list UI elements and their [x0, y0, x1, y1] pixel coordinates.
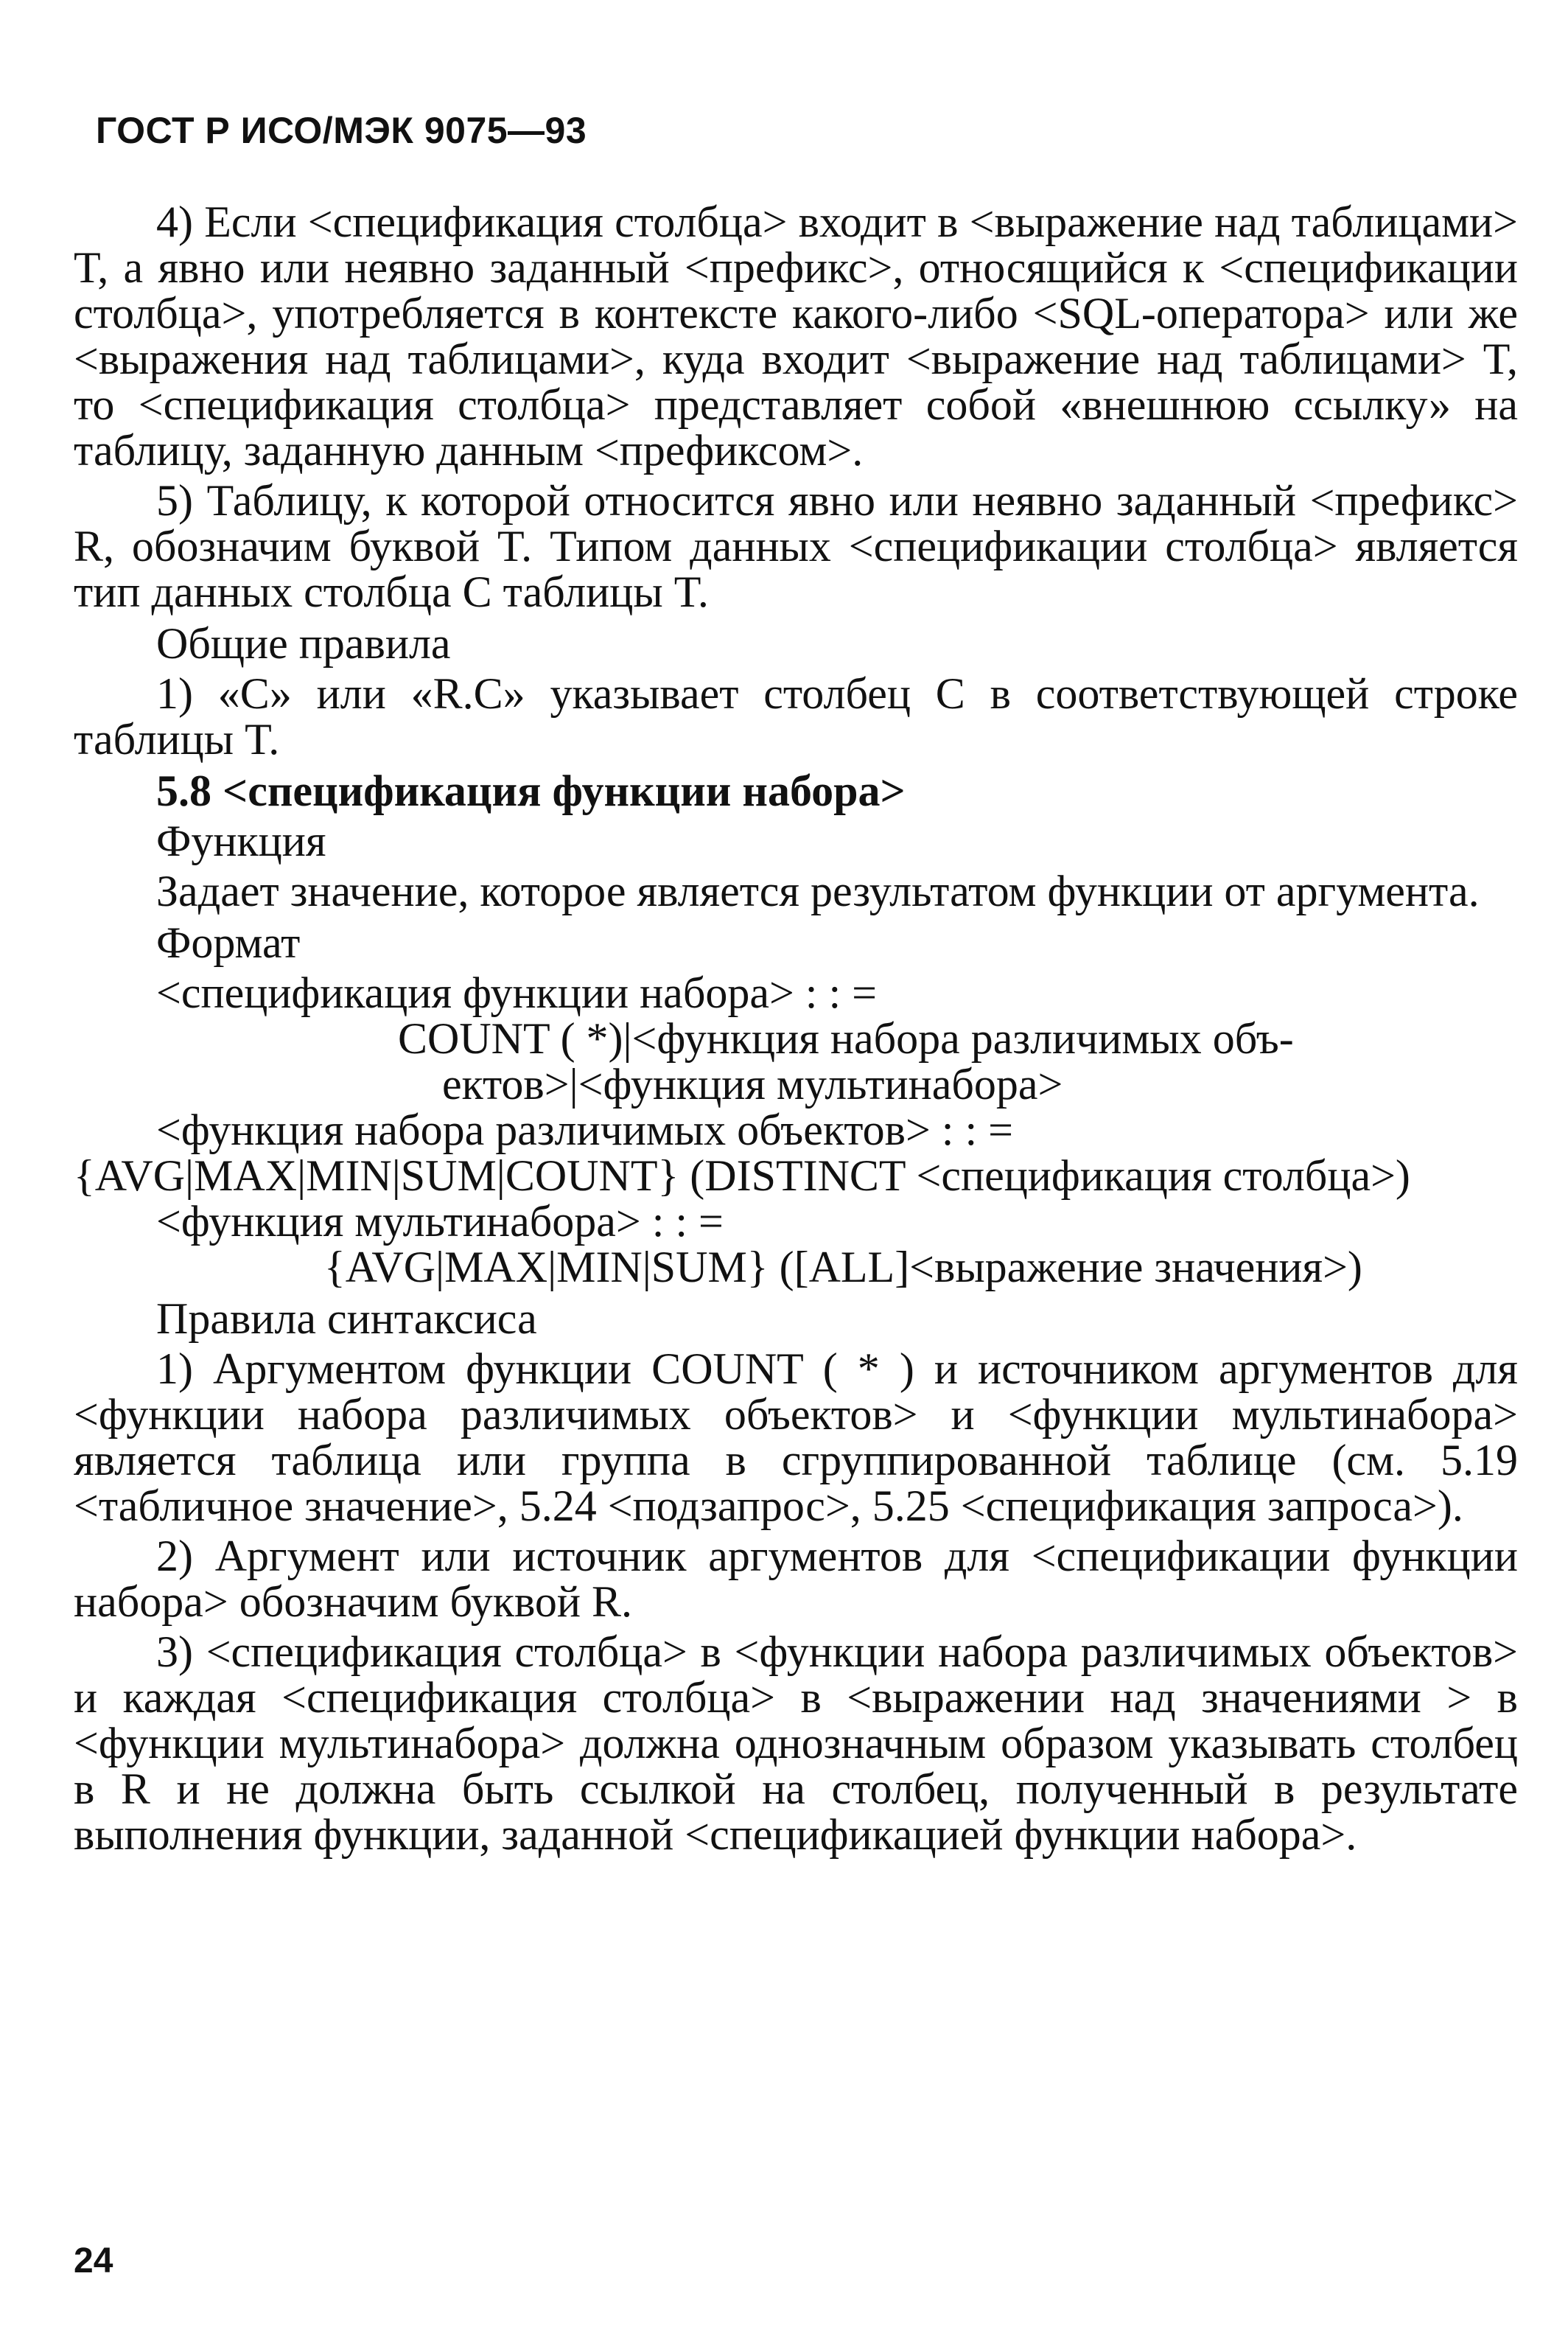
paragraph-function-description: Задает значение, которое является результатом функции от аргумента. [156, 867, 1480, 915]
section-subtitle-general-rules: Общие правила [156, 619, 451, 668]
paragraph-rule-4: 4) Если <спецификация столбца> входит в <выражение над таблицами> T, а явно или неявно заданный <префикс>, относящийся к <спецификации столбца>, употребляется в контексте какого-либо <SQL-оператора> или же <выражения над таблицами>, куда входит <выражение над таблицами> T, то <спецификация столбца> представляет собой «внешнюю ссылку» на таблицу, заданную данным <префиксом>. [74, 198, 1518, 475]
bnf-line: {AVG|MAX|MIN|SUM} ([ALL]<выражение значения>) [324, 1243, 1362, 1291]
bnf-line: {AVG|MAX|MIN|SUM|COUNT} (DISTINCT <спецификация столбца>) [74, 1151, 1410, 1200]
section-subtitle-format: Формат [156, 918, 301, 967]
paragraph-rule-5: 5) Таблицу, к которой относится явно или неявно заданный <префикс> R, обозначим буквой T. Типом данных <спецификации столбца> является тип данных столбца C таблицы T. [74, 476, 1518, 616]
paragraph-syntax-rule-1: 1) Аргументом функции COUNT ( * ) и источником аргументов для <функции набора различимых объектов> и <функции мультинабора> является таблица или группа в сгруппированной таблице (см. 5.19 <табличное значение>, 5.24 <подзапрос>, 5.25 <спецификация запроса>). [74, 1344, 1518, 1530]
section-subtitle-syntax-rules: Правила синтаксиса [156, 1294, 537, 1343]
bnf-line: ектов>|<функция мультинабора> [442, 1060, 1063, 1109]
document-body [74, 199, 1518, 1862]
document-header: ГОСТ Р ИСО/МЭК 9075—93 [96, 110, 587, 151]
bnf-line: <функция набора различимых объектов> : : = [156, 1106, 1013, 1154]
section-subtitle-function: Функция [156, 817, 326, 865]
paragraph-syntax-rule-3: 3) <спецификация столбца> в <функции набора различимых объектов> и каждая <спецификация столбца> в <выражении над значениями > в <функции мультинабора> должна однозначным образом указывать столбец в R и не должна быть ссылкой на столбец, полученный в результате выполнения функции, заданной <спецификацией функции набора>. [74, 1627, 1518, 1859]
bnf-line: COUNT ( *)|<функция набора различимых объ- [398, 1014, 1294, 1063]
bnf-line: <функция мультинабора> : : = [156, 1197, 724, 1246]
paragraph-general-rule-1: 1) «C» или «R.C» указывает столбец C в соответствующей строке таблицы T. [74, 669, 1518, 764]
bnf-line: <спецификация функции набора> : : = [156, 968, 877, 1017]
section-heading-5-8: 5.8 <спецификация функции набора> [156, 767, 906, 815]
page-number: 24 [74, 2241, 113, 2280]
paragraph-syntax-rule-2: 2) Аргумент или источник аргументов для <спецификации функции набора> обозначим буквой R. [74, 1532, 1518, 1626]
